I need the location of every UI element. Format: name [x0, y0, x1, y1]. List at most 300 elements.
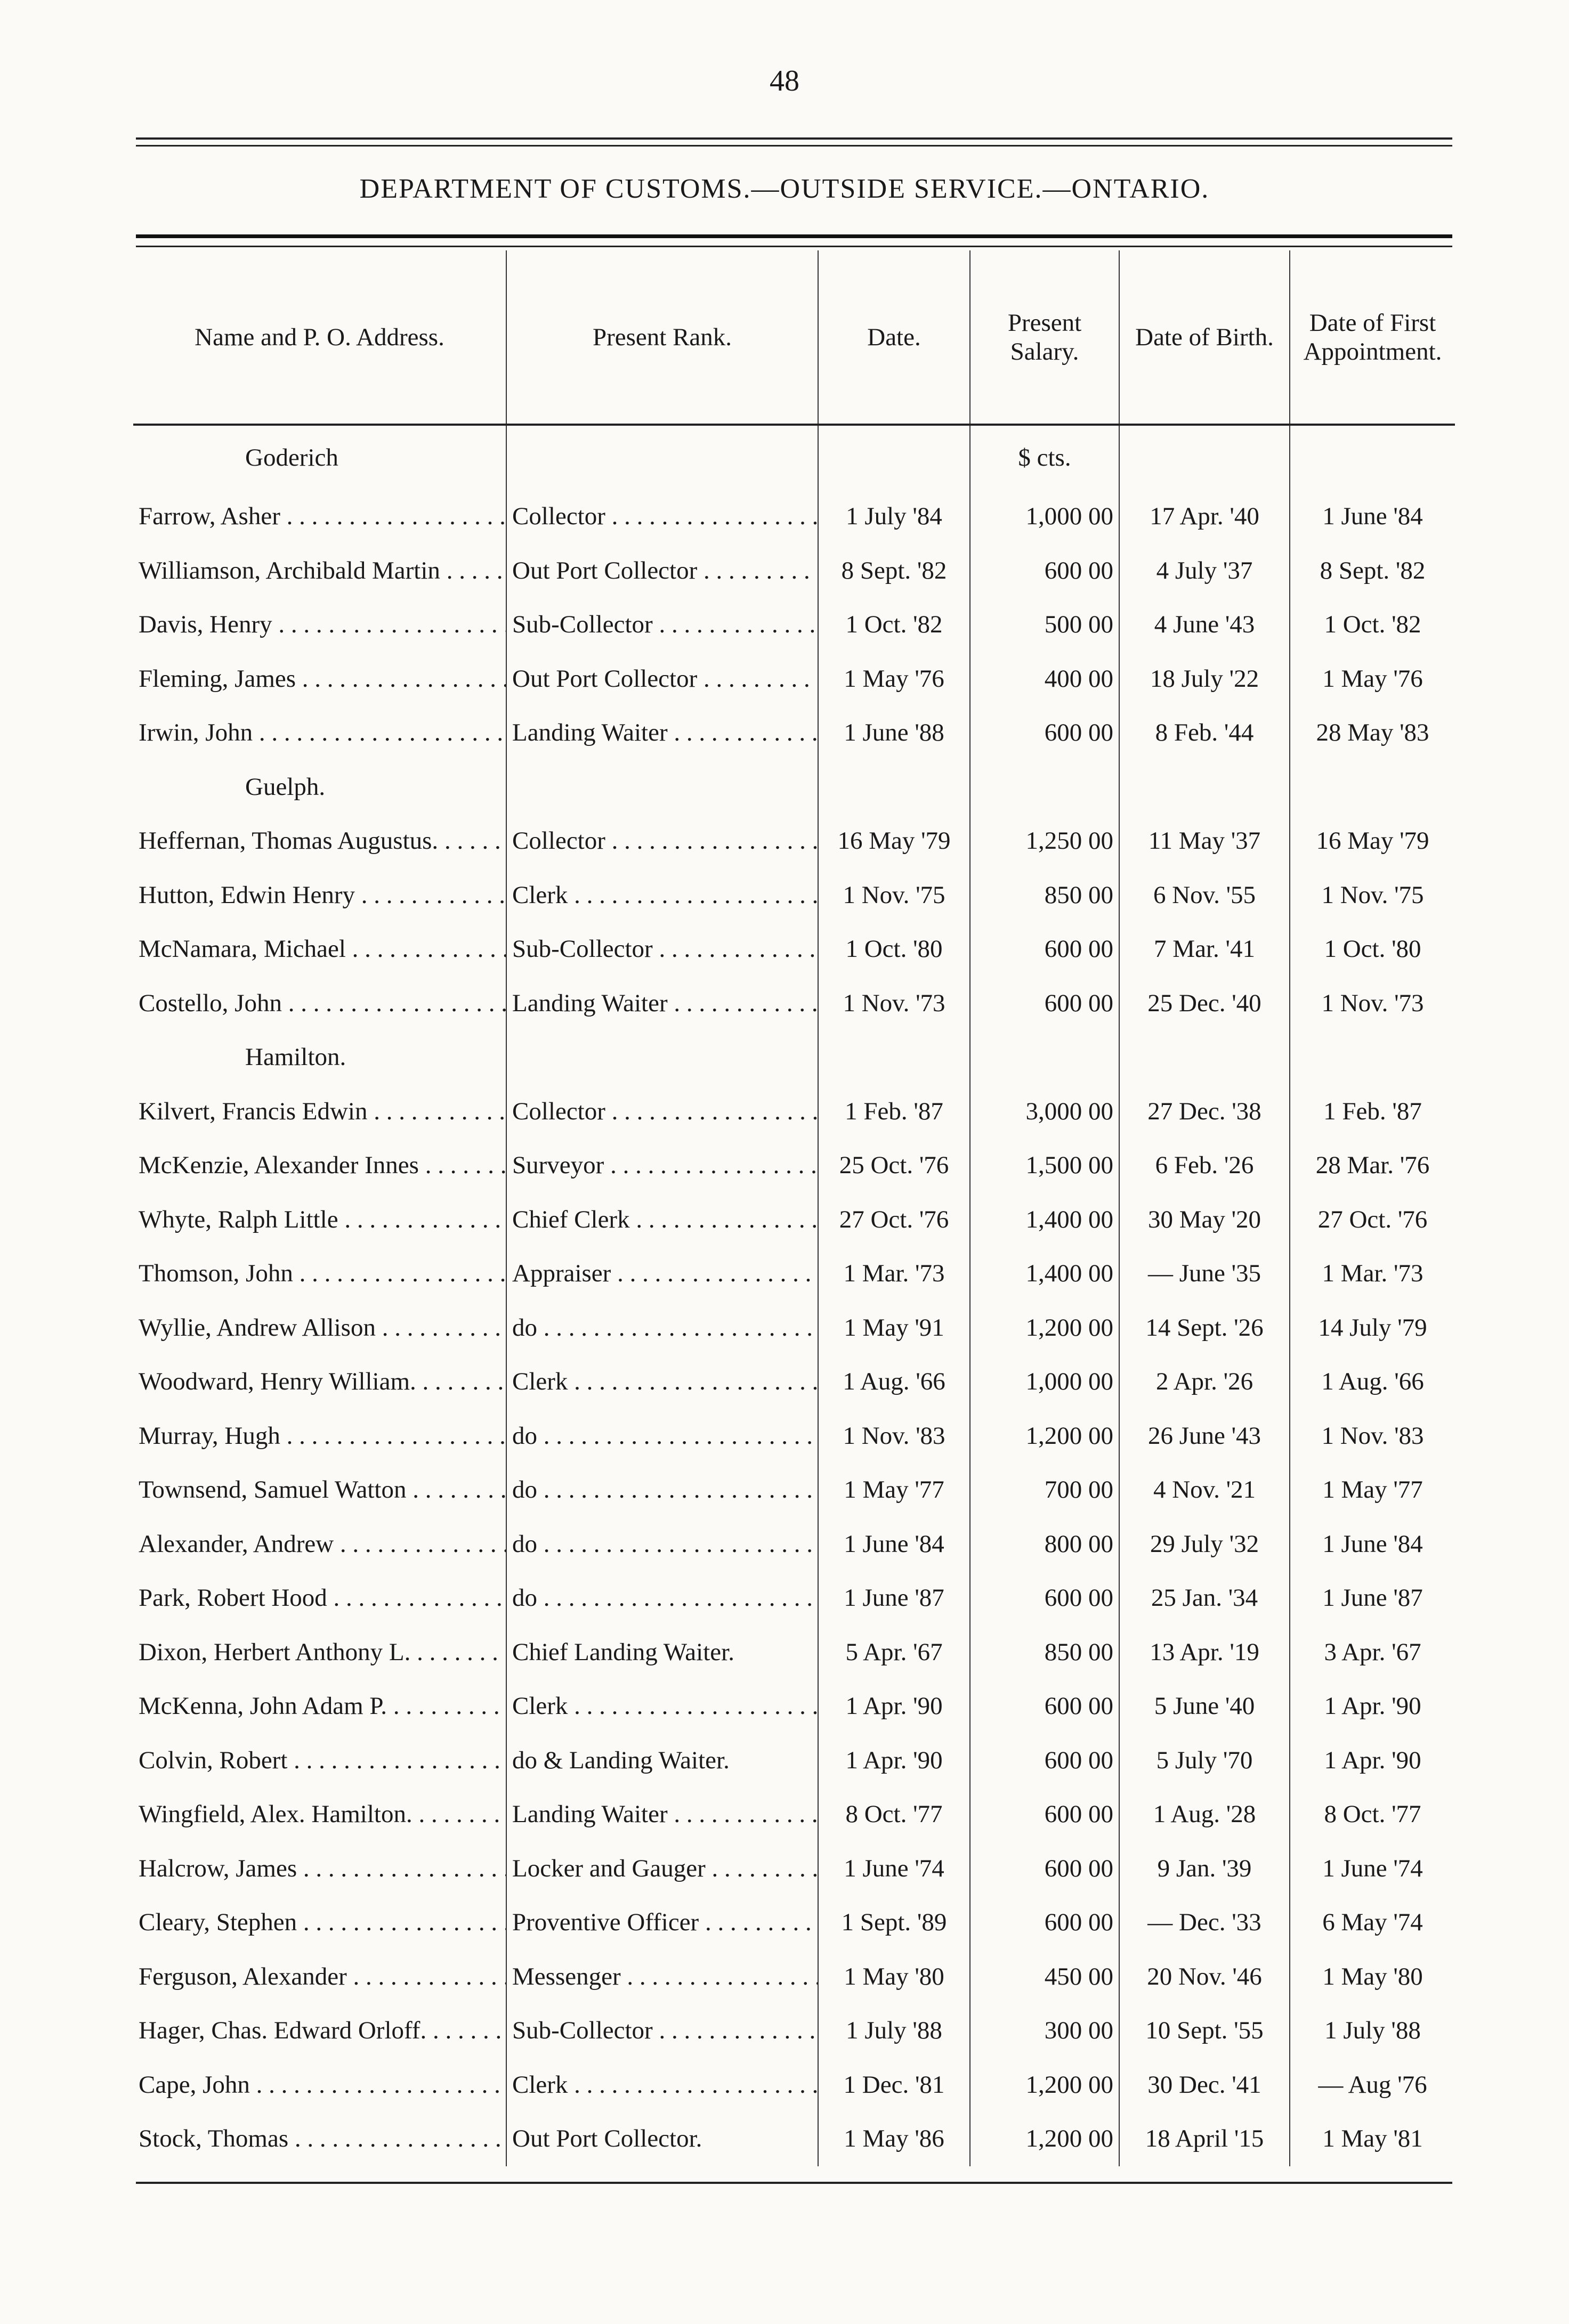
employee-name-text: Stock, Thomas — [139, 2125, 289, 2152]
dot-leader — [605, 827, 818, 855]
present-salary-text: 600 00 — [1044, 719, 1113, 746]
present-rank-text: Proventive Officer — [512, 1908, 699, 1936]
employee-name — [133, 1896, 506, 1950]
employee-name — [133, 1842, 506, 1896]
rank-date — [818, 1787, 970, 1842]
present-rank — [506, 1085, 818, 1139]
employee-name-text: Fleming, James — [139, 664, 296, 693]
date-of-birth — [1119, 1734, 1290, 1788]
present-salary-text: 450 00 — [1044, 1962, 1113, 1990]
dot-leader — [376, 1314, 506, 1342]
place-heading-row — [133, 760, 1455, 815]
first-appointment — [1290, 1085, 1455, 1139]
dot-leader — [410, 1638, 506, 1666]
first-appointment-text: 1 June '84 — [1322, 1530, 1423, 1558]
present-salary-text: 700 00 — [1044, 1476, 1113, 1504]
present-rank — [506, 977, 818, 1031]
first-appointment — [1290, 1301, 1455, 1355]
rank-date — [818, 1409, 970, 1464]
first-cell — [1290, 760, 1455, 815]
header-rule — [136, 137, 1452, 147]
present-salary — [970, 2058, 1119, 2112]
dot-leader — [297, 1908, 506, 1936]
place-name-text: Guelph. — [245, 773, 326, 801]
date-of-birth — [1119, 2112, 1290, 2166]
first-appointment-text: 1 Apr. '90 — [1324, 1692, 1421, 1720]
employee-name — [133, 2058, 506, 2112]
first-appointment-text: 1 Nov. '83 — [1321, 1421, 1424, 1450]
first-appointment-text: 14 July '79 — [1318, 1313, 1427, 1342]
present-rank-text: Appraiser — [512, 1259, 611, 1287]
first-appointment — [1290, 544, 1455, 598]
rank-date-text: 1 June '87 — [844, 1584, 944, 1612]
employee-name-text: Hutton, Edwin Henry — [139, 881, 355, 909]
table-row — [133, 490, 1455, 544]
employee-name-text: Hager, Chas. Edward Orloff. — [139, 2017, 427, 2044]
present-salary-text: 1,400 00 — [1025, 1259, 1113, 1287]
dot-leader — [630, 1206, 818, 1233]
employee-name-text: McKenna, John Adam P. — [139, 1692, 387, 1720]
present-salary — [970, 2004, 1119, 2058]
rank-date — [818, 868, 970, 923]
employee-name-text: Williamson, Archibald Martin — [139, 556, 440, 584]
table-row — [133, 1571, 1455, 1626]
rank-date — [818, 1193, 970, 1247]
date-of-birth-text: 5 July '70 — [1156, 1746, 1253, 1774]
table-row — [133, 1139, 1455, 1193]
first-appointment — [1290, 814, 1455, 868]
date-of-birth — [1119, 1842, 1290, 1896]
employee-name — [133, 1409, 506, 1464]
present-salary — [970, 1247, 1119, 1301]
present-salary-text: 600 00 — [1044, 1692, 1113, 1720]
dot-leader — [568, 1368, 818, 1395]
date-of-birth-text: 11 May '37 — [1148, 827, 1261, 855]
rank-date-text: 5 Apr. '67 — [845, 1638, 943, 1666]
present-rank-text: do — [512, 1530, 537, 1558]
employee-name — [133, 2004, 506, 2058]
first-appointment-text: 1 Feb. '87 — [1323, 1097, 1422, 1125]
present-salary-text: 1,200 00 — [1025, 2070, 1113, 2099]
present-salary-text: 500 00 — [1044, 611, 1113, 638]
first-appointment — [1290, 490, 1455, 544]
date-of-birth — [1119, 977, 1290, 1031]
present-salary — [970, 1950, 1119, 2004]
dot-leader — [653, 2017, 818, 2044]
present-rank — [506, 1409, 818, 1464]
dot-leader — [568, 2071, 818, 2099]
employee-name-text: McKenzie, Alexander Innes — [139, 1151, 419, 1179]
dot-leader — [338, 1206, 506, 1233]
present-salary-text: 850 00 — [1044, 1638, 1113, 1666]
place-name — [133, 760, 506, 815]
first-appointment — [1290, 922, 1455, 977]
table-row — [133, 706, 1455, 760]
birth-cell — [1119, 760, 1290, 815]
date-of-birth — [1119, 1139, 1290, 1193]
dot-leader — [653, 611, 818, 638]
employee-name — [133, 598, 506, 652]
employee-name — [133, 544, 506, 598]
present-salary-text: 600 00 — [1044, 1746, 1113, 1774]
table-row — [133, 1463, 1455, 1517]
date-of-birth — [1119, 1517, 1290, 1572]
table-row — [133, 544, 1455, 598]
present-rank-text: Clerk — [512, 1692, 568, 1720]
rank-date — [818, 1842, 970, 1896]
dot-leader — [706, 1855, 818, 1882]
rank-date-text: 16 May '79 — [837, 827, 951, 855]
table-row — [133, 2058, 1455, 2112]
present-salary-text: 850 00 — [1044, 881, 1113, 909]
employee-name-text: Murray, Hugh — [139, 1421, 280, 1450]
present-rank-text: Clerk — [512, 1368, 568, 1395]
header-date: Date. — [818, 250, 970, 425]
present-salary-text: 3,000 00 — [1025, 1097, 1113, 1125]
date-of-birth-text: 4 July '37 — [1156, 556, 1253, 584]
dot-leader — [653, 935, 818, 963]
present-salary — [970, 1301, 1119, 1355]
first-appointment — [1290, 1463, 1455, 1517]
present-rank — [506, 2058, 818, 2112]
first-appointment — [1290, 652, 1455, 706]
present-salary — [970, 706, 1119, 760]
present-salary — [970, 652, 1119, 706]
first-appointment — [1290, 2004, 1455, 2058]
rank-date — [818, 598, 970, 652]
date-of-birth — [1119, 2004, 1290, 2058]
present-salary-text: 600 00 — [1044, 1908, 1113, 1936]
salary-cell — [970, 1030, 1119, 1085]
rank-date — [818, 1571, 970, 1626]
present-rank-text: do & Landing Waiter. — [512, 1746, 730, 1774]
first-appointment-text: 1 May '81 — [1322, 2125, 1423, 2152]
table-row — [133, 2004, 1455, 2058]
rank-date — [818, 814, 970, 868]
rank-date — [818, 2004, 970, 2058]
rank-date-text: 1 Apr. '90 — [845, 1746, 943, 1774]
employee-name-text: Park, Robert Hood — [139, 1584, 327, 1612]
place-heading-row — [133, 425, 1455, 490]
employee-name — [133, 868, 506, 923]
date-cell — [818, 760, 970, 815]
first-appointment — [1290, 1896, 1455, 1950]
date-of-birth-text: 30 Dec. '41 — [1147, 2070, 1261, 2099]
date-of-birth-text: 8 Feb. '44 — [1155, 719, 1254, 746]
first-appointment — [1290, 1787, 1455, 1842]
department-title: DEPARTMENT OF CUSTOMS.—OUTSIDE SERVICE.—ONTARIO. — [359, 174, 1210, 204]
dot-leader — [605, 1098, 818, 1125]
date-of-birth-text: 25 Dec. '40 — [1147, 989, 1261, 1017]
place-name-text: Hamilton. — [245, 1043, 346, 1071]
dot-leader — [293, 1259, 506, 1287]
present-rank-text: Chief Landing Waiter. — [512, 1638, 734, 1666]
present-rank — [506, 490, 818, 544]
date-of-birth — [1119, 1193, 1290, 1247]
dot-leader — [537, 1422, 818, 1450]
present-salary-text: 400 00 — [1044, 664, 1113, 693]
salary-units-text: $ cts. — [1018, 444, 1071, 472]
date-of-birth — [1119, 1896, 1290, 1950]
rank-date-text: 8 Oct. '77 — [845, 1800, 943, 1828]
first-appointment-text: 28 May '83 — [1316, 719, 1429, 746]
dot-leader — [406, 1476, 506, 1504]
table-row — [133, 1517, 1455, 1572]
present-rank-text: Sub-Collector — [512, 2017, 653, 2044]
rank-date-text: 1 May '80 — [844, 1962, 944, 1990]
date-of-birth — [1119, 1463, 1290, 1517]
date-of-birth — [1119, 868, 1290, 923]
dot-leader — [367, 1098, 506, 1125]
present-salary — [970, 1085, 1119, 1139]
rank-date — [818, 1085, 970, 1139]
date-of-birth-text: 14 Sept. '26 — [1145, 1313, 1264, 1342]
footer-rule — [136, 2182, 1452, 2184]
rank-date-text: 25 Oct. '76 — [839, 1151, 949, 1179]
employee-name-text: Davis, Henry — [139, 611, 272, 638]
employee-name — [133, 1301, 506, 1355]
employee-name — [133, 652, 506, 706]
date-of-birth-text: 18 July '22 — [1150, 664, 1259, 693]
employee-name — [133, 814, 506, 868]
first-appointment — [1290, 1571, 1455, 1626]
rank-date — [818, 652, 970, 706]
present-salary — [970, 1193, 1119, 1247]
rank-date-text: 1 June '74 — [844, 1854, 944, 1882]
first-appointment-text: 1 Aug. '66 — [1321, 1368, 1424, 1395]
rank-cell — [506, 760, 818, 815]
dot-leader — [280, 502, 506, 530]
rank-date-text: 1 May '77 — [844, 1476, 944, 1504]
employee-name — [133, 1085, 506, 1139]
dot-leader — [347, 1963, 506, 1990]
date-of-birth — [1119, 1787, 1290, 1842]
present-salary-text: 1,500 00 — [1025, 1151, 1113, 1179]
present-rank-text: Out Port Collector — [512, 556, 698, 584]
employee-name-text: Townsend, Samuel Watton — [139, 1476, 407, 1504]
present-rank-text: Clerk — [512, 881, 568, 909]
dot-leader — [699, 1908, 818, 1936]
present-rank — [506, 1463, 818, 1517]
date-of-birth-text: 6 Nov. '55 — [1153, 881, 1256, 909]
present-rank-text: Out Port Collector — [512, 664, 698, 693]
rank-date — [818, 2112, 970, 2166]
present-salary-text: 1,200 00 — [1025, 1313, 1113, 1342]
present-salary — [970, 1626, 1119, 1680]
table-row — [133, 1085, 1455, 1139]
first-appointment — [1290, 1679, 1455, 1734]
present-salary — [970, 922, 1119, 977]
present-salary — [970, 814, 1119, 868]
present-salary-text: 800 00 — [1044, 1530, 1113, 1558]
birth-cell — [1119, 1030, 1290, 1085]
first-appointment-text: 1 June '87 — [1322, 1584, 1423, 1612]
dot-leader — [253, 719, 506, 746]
rank-date — [818, 490, 970, 544]
present-salary — [970, 1734, 1119, 1788]
present-rank — [506, 868, 818, 923]
rank-date — [818, 1679, 970, 1734]
present-salary-text: 600 00 — [1044, 1584, 1113, 1612]
table-row — [133, 1734, 1455, 1788]
present-rank-text: Landing Waiter — [512, 1800, 668, 1828]
employee-name — [133, 1679, 506, 1734]
table-row — [133, 1950, 1455, 2004]
date-of-birth-text: 4 June '43 — [1154, 611, 1255, 638]
present-salary — [970, 1409, 1119, 1464]
employee-name-text: Costello, John — [139, 989, 282, 1017]
present-rank — [506, 2004, 818, 2058]
table-row — [133, 1626, 1455, 1680]
present-rank-text: Sub-Collector — [512, 935, 653, 963]
employee-name-text: Dixon, Herbert Anthony L. — [139, 1638, 411, 1666]
table-row — [133, 2112, 1455, 2166]
rank-date-text: 1 July '88 — [846, 2017, 942, 2044]
present-salary-text: 600 00 — [1044, 556, 1113, 584]
present-salary — [970, 1463, 1119, 1517]
employee-name — [133, 2112, 506, 2166]
date-of-birth — [1119, 598, 1290, 652]
dot-leader — [568, 1692, 818, 1720]
date-of-birth — [1119, 1409, 1290, 1464]
first-appointment-text: 1 Mar. '73 — [1322, 1259, 1424, 1287]
present-salary — [970, 598, 1119, 652]
date-of-birth — [1119, 1355, 1290, 1409]
employee-name — [133, 1193, 506, 1247]
present-rank — [506, 1139, 818, 1193]
salary-units — [970, 425, 1119, 490]
present-rank — [506, 1193, 818, 1247]
dot-leader — [605, 502, 818, 530]
employee-name-text: Cleary, Stephen — [139, 1908, 297, 1936]
rank-cell — [506, 1030, 818, 1085]
rank-date-text: 1 Nov. '73 — [843, 989, 945, 1017]
first-appointment-text: 1 Nov. '75 — [1321, 881, 1424, 909]
present-rank — [506, 544, 818, 598]
table-row — [133, 1896, 1455, 1950]
dot-leader — [327, 1584, 506, 1612]
first-appointment-text: 1 May '77 — [1322, 1476, 1423, 1504]
rank-date-text: 27 Oct. '76 — [839, 1205, 949, 1233]
first-appointment — [1290, 1355, 1455, 1409]
first-appointment-text: 1 May '76 — [1322, 664, 1423, 693]
table-row — [133, 814, 1455, 868]
employee-name-text: Farrow, Asher — [139, 502, 280, 530]
date-of-birth-text: 9 Jan. '39 — [1157, 1854, 1252, 1882]
date-of-birth-text: 25 Jan. '34 — [1151, 1584, 1258, 1612]
employee-name — [133, 706, 506, 760]
dot-leader — [438, 827, 506, 855]
date-of-birth — [1119, 1085, 1290, 1139]
date-cell — [818, 425, 970, 490]
first-appointment-text: — Aug '76 — [1318, 2070, 1427, 2099]
date-of-birth-text: 5 June '40 — [1154, 1692, 1255, 1720]
present-salary — [970, 868, 1119, 923]
rank-date — [818, 1301, 970, 1355]
dot-leader — [419, 1151, 506, 1179]
present-rank — [506, 1626, 818, 1680]
present-rank — [506, 1842, 818, 1896]
date-of-birth-text: — June '35 — [1147, 1259, 1261, 1287]
first-appointment — [1290, 2058, 1455, 2112]
date-of-birth — [1119, 922, 1290, 977]
dot-leader — [426, 2017, 506, 2044]
dot-leader — [440, 557, 506, 584]
rank-date-text: 1 Feb. '87 — [845, 1097, 943, 1125]
dot-leader — [296, 665, 506, 693]
present-salary-text: 1,000 00 — [1025, 502, 1113, 530]
first-appointment-text: 6 May '74 — [1322, 1908, 1423, 1936]
present-salary — [970, 1571, 1119, 1626]
first-appointment — [1290, 1193, 1455, 1247]
employee-name-text: Woodward, Henry William. — [139, 1368, 416, 1395]
date-of-birth-text: 10 Sept. '55 — [1145, 2017, 1264, 2044]
first-appointment — [1290, 1409, 1455, 1464]
dot-leader — [568, 881, 818, 909]
table-row — [133, 1787, 1455, 1842]
dot-leader — [272, 611, 506, 638]
first-appointment-text: 16 May '79 — [1316, 827, 1429, 855]
first-appointment — [1290, 1950, 1455, 2004]
present-rank-text: Collector — [512, 827, 605, 855]
present-salary-text: 1,000 00 — [1025, 1368, 1113, 1395]
rank-date — [818, 977, 970, 1031]
present-rank-text: do — [512, 1421, 537, 1450]
present-rank-text: Clerk — [512, 2070, 568, 2099]
dot-leader — [282, 989, 506, 1017]
present-rank — [506, 922, 818, 977]
header-rank: Present Rank. — [506, 250, 818, 425]
date-of-birth — [1119, 1626, 1290, 1680]
employee-name-text: Alexander, Andrew — [139, 1530, 334, 1558]
employee-name — [133, 922, 506, 977]
staff-table — [133, 250, 1455, 2166]
present-rank — [506, 1950, 818, 2004]
rank-date — [818, 1247, 970, 1301]
table-row — [133, 1301, 1455, 1355]
present-salary-text: 600 00 — [1044, 935, 1113, 963]
table-row — [133, 1355, 1455, 1409]
rank-date-text: 1 June '88 — [844, 719, 944, 746]
dot-leader — [621, 1963, 818, 1990]
present-rank — [506, 1787, 818, 1842]
first-appointment — [1290, 706, 1455, 760]
rank-date-text: 1 May '76 — [844, 664, 944, 693]
employee-name — [133, 1139, 506, 1193]
present-rank — [506, 1896, 818, 1950]
present-salary-text: 300 00 — [1044, 2017, 1113, 2044]
dot-leader — [697, 665, 818, 693]
table-row — [133, 1409, 1455, 1464]
rank-date — [818, 2058, 970, 2112]
date-of-birth — [1119, 1247, 1290, 1301]
employee-name — [133, 1626, 506, 1680]
employee-name-text: Cape, John — [139, 2070, 250, 2099]
first-appointment — [1290, 977, 1455, 1031]
first-appointment — [1290, 1517, 1455, 1572]
place-heading-row — [133, 1030, 1455, 1085]
first-appointment — [1290, 1734, 1455, 1788]
place-name-text: Goderich — [245, 444, 338, 472]
table-row — [133, 1842, 1455, 1896]
employee-name-text: Colvin, Robert — [139, 1746, 288, 1774]
first-appointment — [1290, 1139, 1455, 1193]
present-salary — [970, 1355, 1119, 1409]
rank-date-text: 1 Aug. '66 — [843, 1368, 945, 1395]
table-row — [133, 1679, 1455, 1734]
employee-name-text: Wyllie, Andrew Allison — [139, 1313, 376, 1342]
employee-name-text: Wingfield, Alex. Hamilton. — [139, 1800, 413, 1828]
